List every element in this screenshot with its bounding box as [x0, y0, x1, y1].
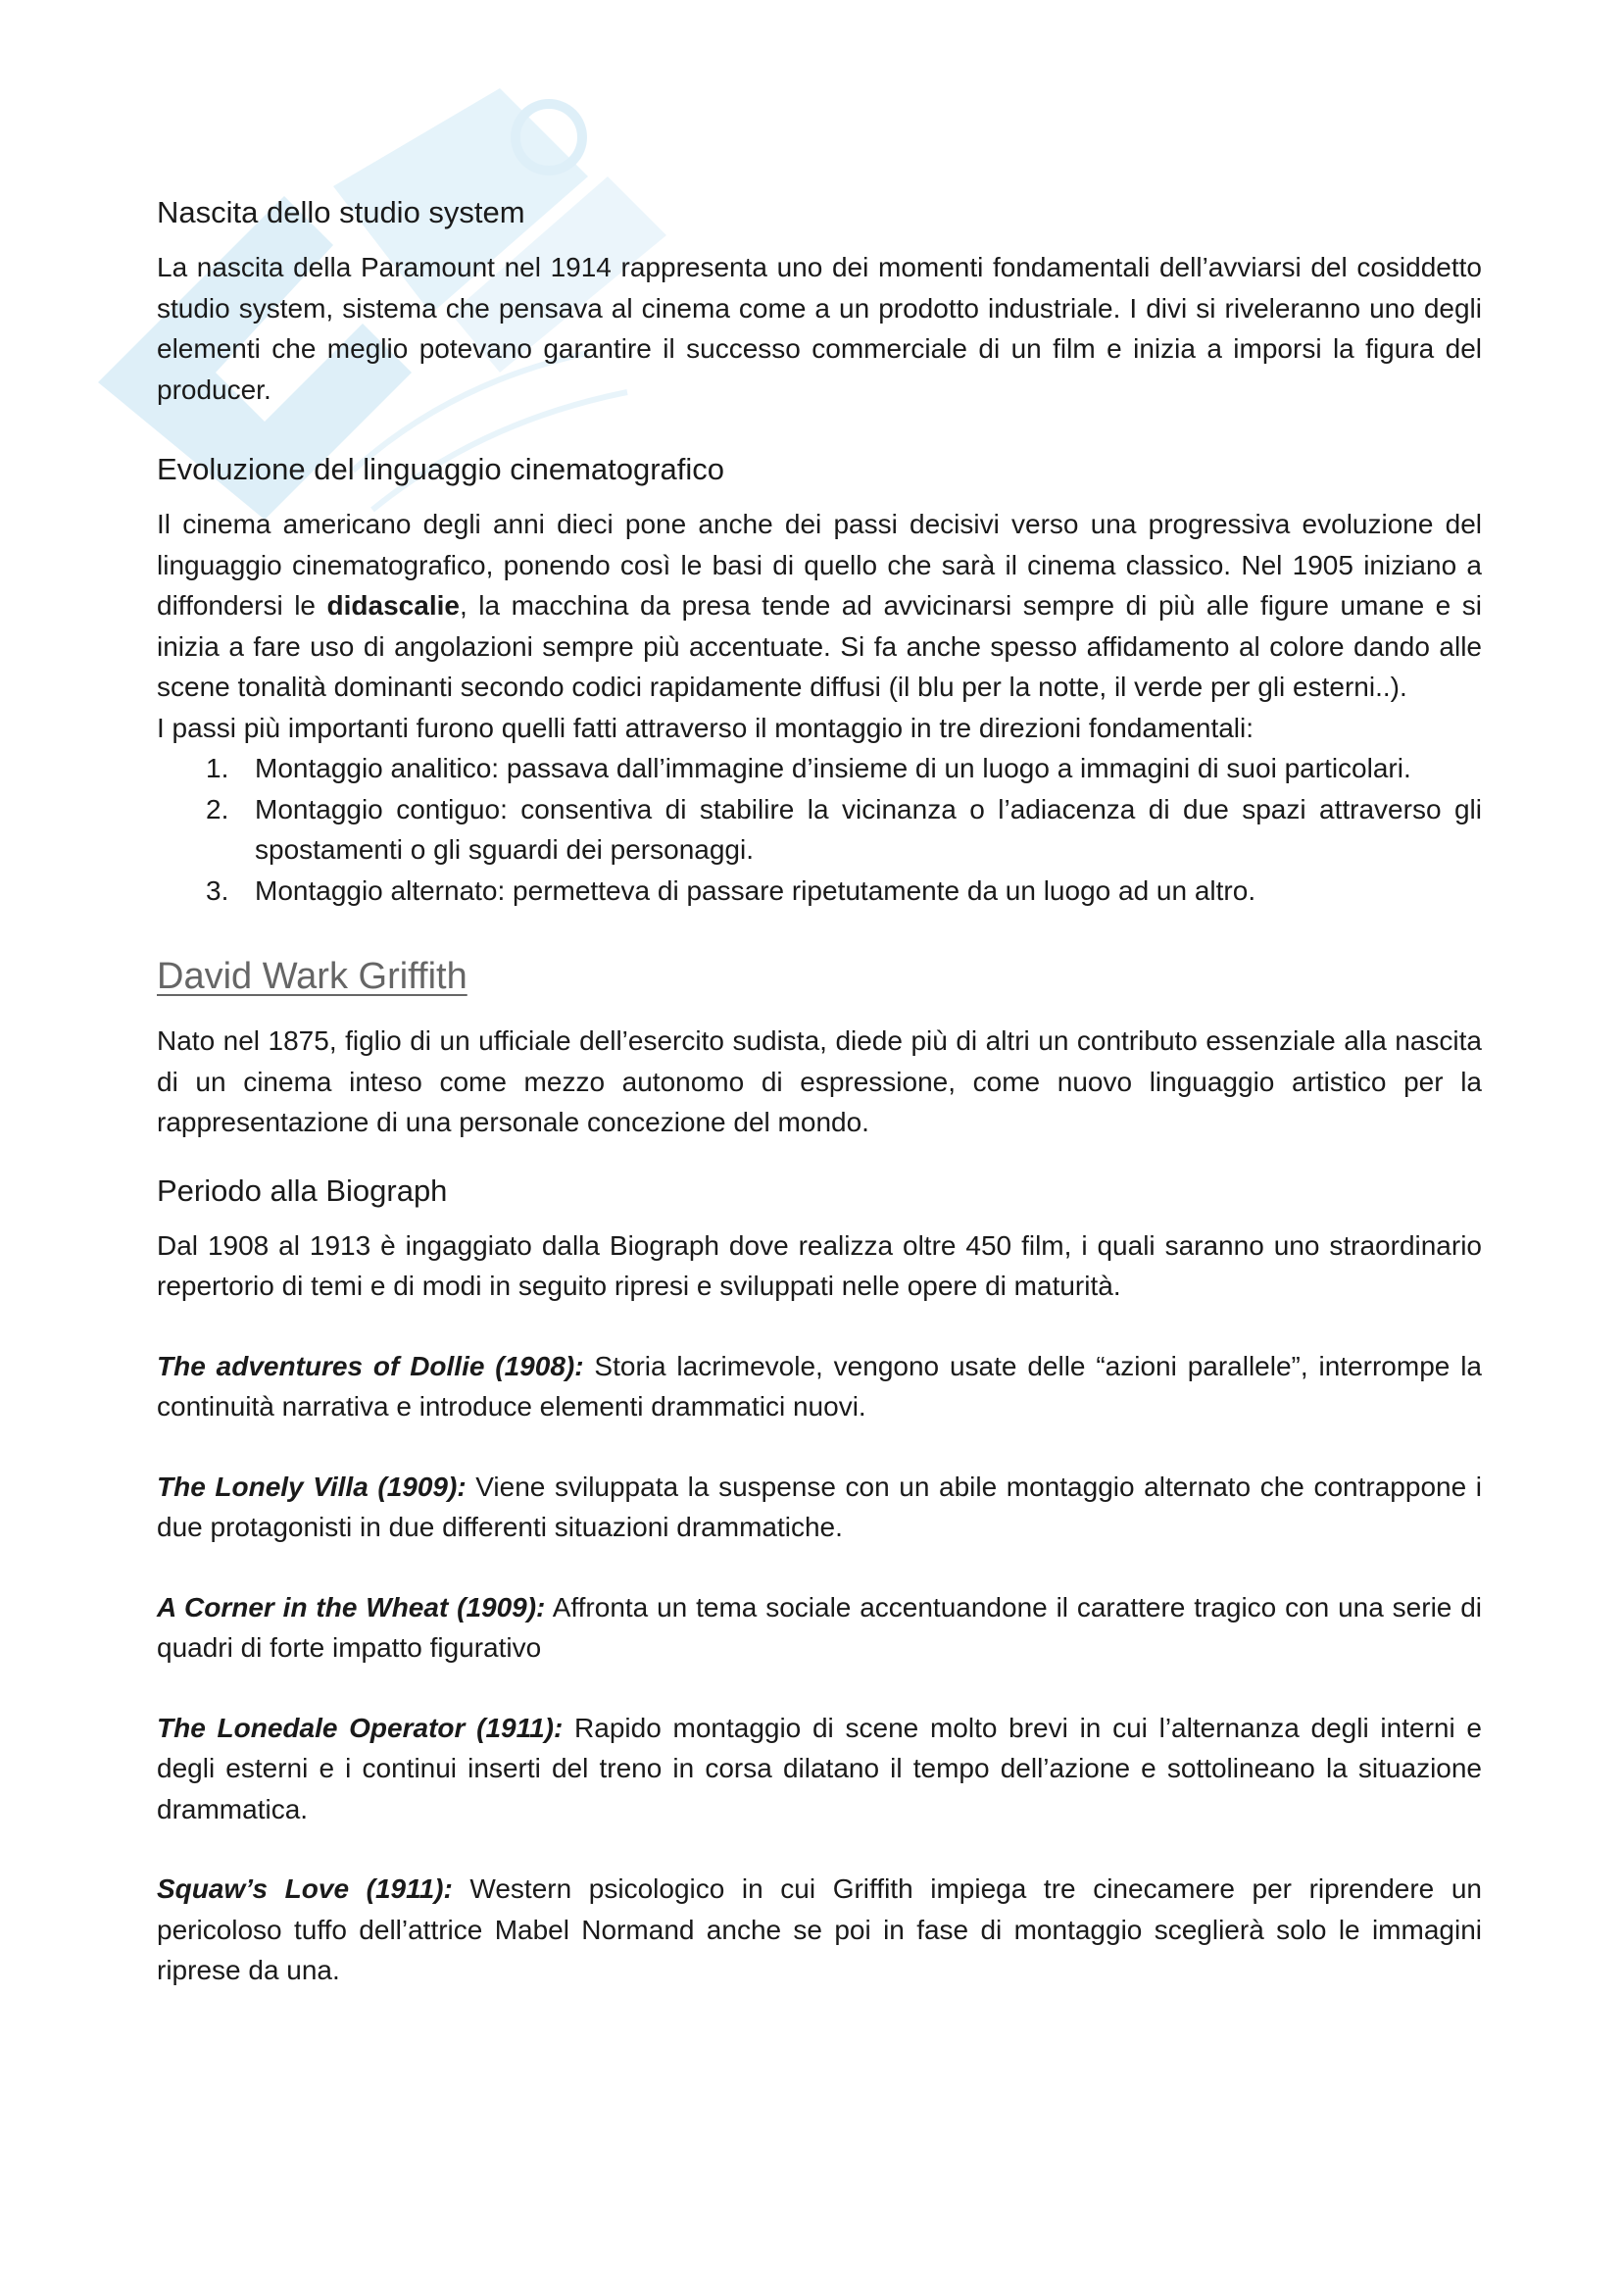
section-heading-linguaggio: Evoluzione del linguaggio cinematografico [157, 452, 725, 486]
paragraph-linguaggio-part2: , la macchina da presa tende ad avvicinarsi sempre di più alle figure umane e si inizia a fare uso di angolazioni sempre più accentuate. Si fa anche spesso affidamento al colore dando alle scene tonalità dominanti secondo codici rapidamente diffusi (il blu per la notte, il verde per gli esterni..). [157, 590, 1482, 702]
list-item-number: 1. [206, 753, 229, 783]
paragraph-biograph: Dal 1908 al 1913 è ingaggiato dalla Biograph dove realizza oltre 450 film, i quali saranno uno straordinario repertorio di temi e di modi in seguito ripresi e sviluppati nelle opere di maturità. [157, 1229, 1482, 1301]
section-heading-studio-system: Nascita dello studio system [157, 195, 525, 229]
montaggio-list [157, 748, 1482, 911]
paragraph-griffith: Nato nel 1875, figlio di un ufficiale dell’esercito sudista, diede più di altri un contributo essenziale alla nascita di un cinema inteso come mezzo autonomo di espressione, come nuovo linguaggio artistico per la rappresentazione di una personale concezione del mondo. [157, 1025, 1482, 1137]
list-item [157, 789, 1482, 871]
film-entry [157, 1467, 1482, 1548]
film-entry [157, 1587, 1482, 1669]
list-item-text: Montaggio analitico: passava dall’immagine d’insieme di un luogo a immagini di suoi particolari. [255, 753, 1411, 783]
list-item-text: Montaggio contiguo: consentiva di stabilire la vicinanza o l’adiacenza di due spazi attraverso gli spostamenti o gli sguardi dei personaggi. [255, 793, 1482, 865]
section-heading-biograph: Periodo alla Biograph [157, 1173, 448, 1208]
film-entry [157, 1708, 1482, 1830]
list-item [157, 748, 1482, 789]
film-description: Rapido montaggio di scene molto brevi in cui l’alternanza degli interni e degli esterni e i continui inserti del treno in corsa dilatano il tempo dell’azione e sottolineano la situazione drammatica. [157, 1712, 1482, 1824]
document-body [157, 192, 1482, 1991]
film-title: A Corner in the Wheat (1909): [157, 1591, 546, 1622]
paragraph-linguaggio-part1: Il cinema americano degli anni dieci pone anche dei passi decisivi verso una progressiva evoluzione del linguaggio cinematografico, ponendo così le basi di quello che sarà il cinema classico. Nel 1905 iniziano a diffondersi le [157, 509, 1482, 621]
list-item-number: 3. [206, 874, 229, 906]
film-title: The adventures of Dollie (1908): [157, 1350, 584, 1381]
paragraph-montaggio-intro: I passi più importanti furono quelli fatti attraverso il montaggio in tre direzioni fondamentali: [157, 712, 1254, 743]
list-item [157, 871, 1482, 912]
paragraph-linguaggio [157, 504, 1482, 708]
film-title: The Lonedale Operator (1911): [157, 1712, 564, 1743]
paragraph-studio-system: La nascita della Paramount nel 1914 rappresenta uno dei momenti fondamentali dell’avviarsi del cosiddetto studio system, sistema che pensava al cinema come a un prodotto industriale. I divi si riveleranno uno degli elementi che meglio potevano garantire il successo commerciale di un film e inizia a imporsi la figura del producer. [157, 252, 1482, 405]
section-heading-griffith: David Wark Griffith [157, 956, 467, 997]
film-entry [157, 1346, 1482, 1427]
film-title: The Lonely Villa (1909): [157, 1471, 467, 1502]
film-description: Western psicologico in cui Griffith impiega tre cinecamere per riprendere un pericoloso tuffo dell’attrice Mabel Normand anche se poi in fase di montaggio sceglierà solo le immagini riprese da una. [157, 1873, 1482, 1985]
film-description: Storia lacrimevole, vengono usate delle “azioni parallele”, interrompe la continuità narrativa e introduce elementi drammatici nuovi. [157, 1350, 1483, 1422]
film-title: Squaw’s Love (1911): [157, 1873, 453, 1904]
film-description: Affronta un tema sociale accentuandone il carattere tragico con una serie di quadri di forte impatto figurativo [157, 1591, 1483, 1663]
film-description: Viene sviluppata la suspense con un abile montaggio alternato che contrappone i due protagonisti in due differenti situazioni drammatiche. [157, 1471, 1482, 1542]
list-item-number: 2. [206, 793, 229, 824]
list-item-text: Montaggio alternato: permetteva di passare ripetutamente da un luogo ad un altro. [255, 874, 1256, 906]
keyword-didascalie: didascalie [326, 590, 460, 621]
film-entry [157, 1869, 1482, 1991]
